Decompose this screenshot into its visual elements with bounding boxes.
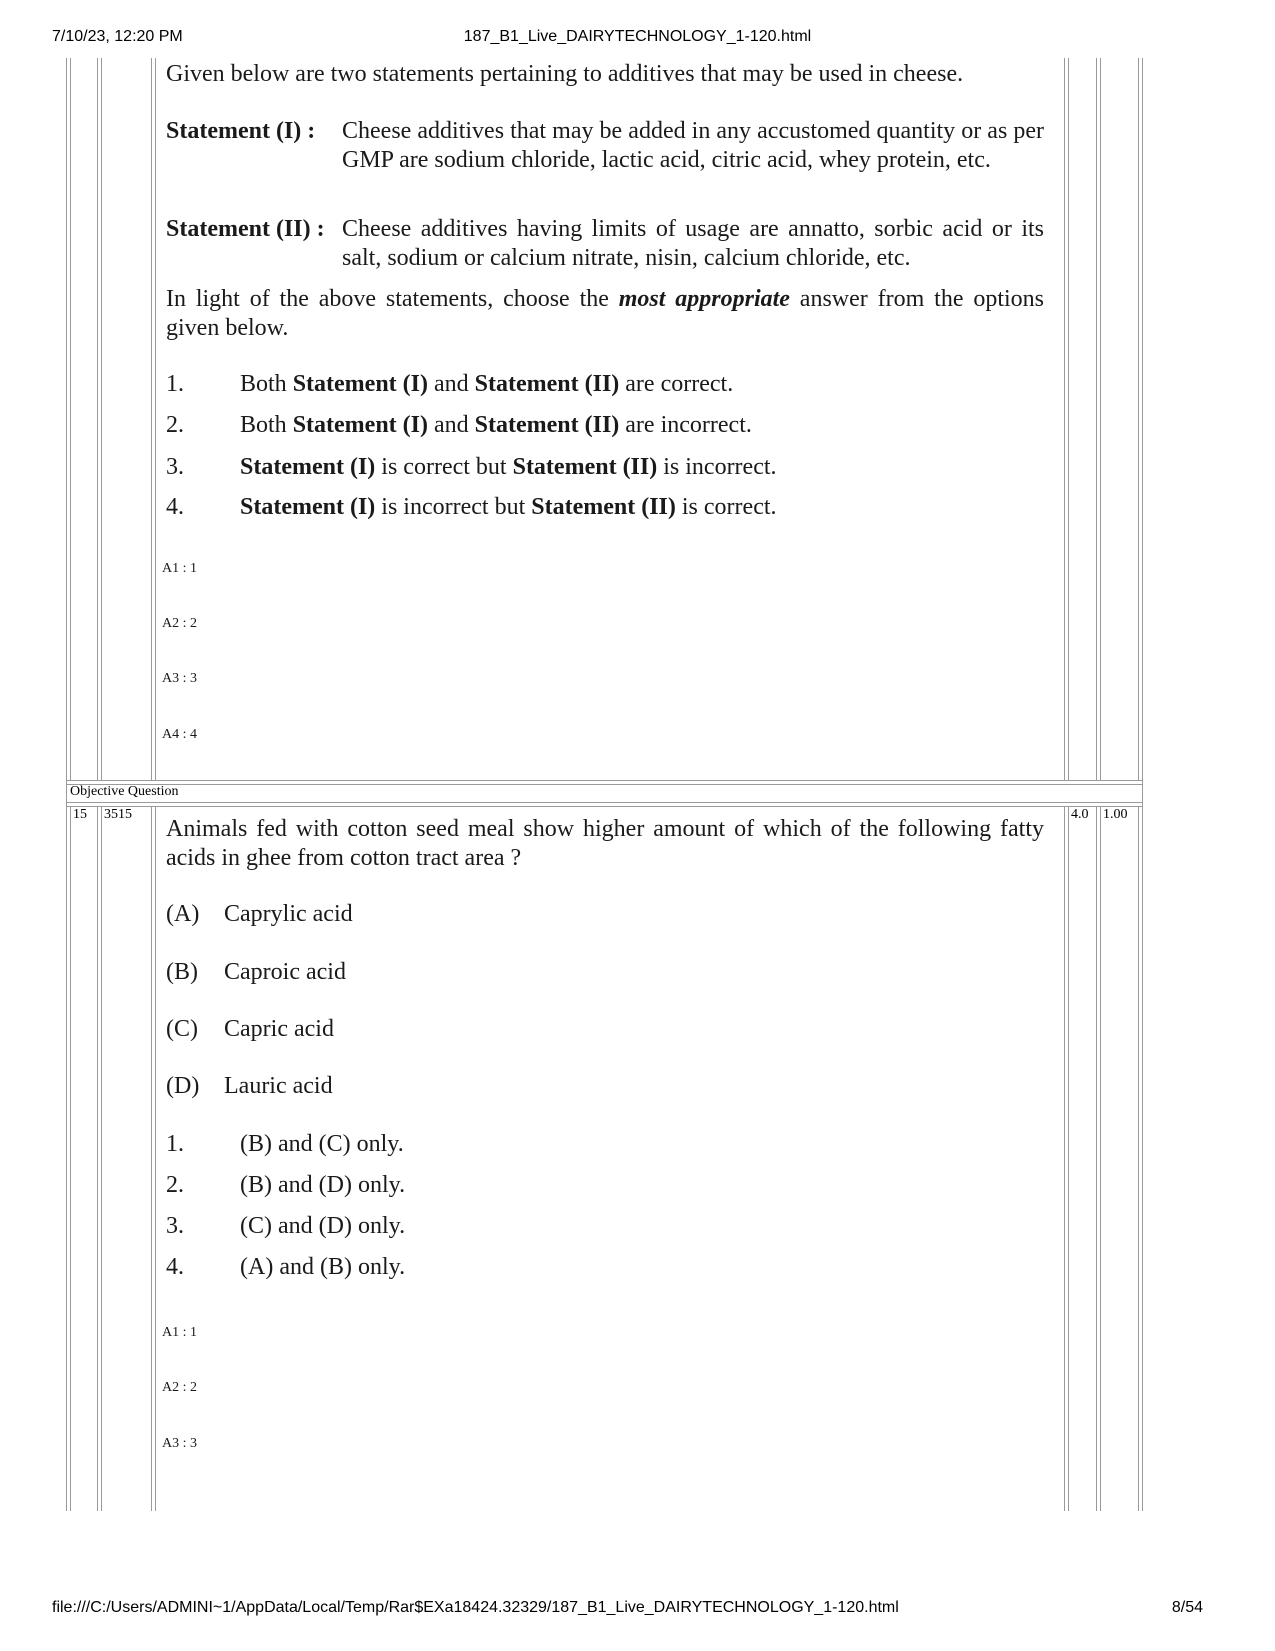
option-bold: Statement (I) xyxy=(292,412,428,438)
question-serial: 15 xyxy=(73,807,87,822)
page-number: 8/54 xyxy=(1171,1599,1203,1616)
answer-key: A3 : 3 xyxy=(162,1436,197,1451)
option-bold: Statement (I) xyxy=(240,494,376,520)
item-text: Caprylic acid xyxy=(224,901,353,927)
answer-key: A4 : 4 xyxy=(162,727,197,742)
statement-2-label: Statement (II) : xyxy=(166,216,325,242)
option-bold: Statement (II) xyxy=(531,494,676,520)
question-id: 3515 xyxy=(104,807,132,822)
instruction-emphasis: most appropriate xyxy=(618,286,790,312)
print-file-path: file:///C:/Users/ADMINI~1/AppData/Local/Temp/Rar$EXa18424.32329/187_B1_Live_DAIRYTECHNOLOGY_1-120.html xyxy=(52,1599,899,1616)
option-bold: Statement (II) xyxy=(474,371,620,397)
item-label: (C) xyxy=(166,1016,198,1042)
option-text: is incorrect but xyxy=(375,494,532,520)
item-text: Caproic acid xyxy=(224,959,346,985)
option-text: (B) and (C) only. xyxy=(240,1131,404,1157)
option-text: Both xyxy=(240,412,293,438)
option-text: (C) and (D) only. xyxy=(240,1213,406,1239)
option-text: and xyxy=(427,412,475,438)
item-label: (B) xyxy=(166,959,198,985)
answer-key: A2 : 2 xyxy=(162,616,197,631)
option-number: 4. xyxy=(166,1254,184,1280)
q14-statement-1 xyxy=(166,117,1046,207)
statement-1-text: Cheese additives that may be added in any accustomed quantity or as per GMP are sodium chloride, lactic acid, citric acid, whey protein, etc. xyxy=(342,118,1044,173)
option-bold: Statement (I) xyxy=(240,454,376,480)
option-text: (B) and (D) only. xyxy=(240,1172,406,1198)
option-bold: Statement (II) xyxy=(474,412,620,438)
q14-statement-2 xyxy=(166,215,1046,275)
option-number: 2. xyxy=(166,412,184,438)
item-text: Lauric acid xyxy=(224,1073,333,1099)
answer-key: A1 : 1 xyxy=(162,1325,197,1340)
option-number: 3. xyxy=(166,1213,184,1239)
option-text: and xyxy=(427,371,475,397)
option-bold: Statement (II) xyxy=(512,454,658,480)
q14-intro: Given below are two statements pertaining to additives that may be used in cheese. xyxy=(166,61,964,87)
option-number: 3. xyxy=(166,454,184,480)
instruction-post: answer from the options given below. xyxy=(166,286,1044,341)
option-text: Both xyxy=(240,371,293,397)
option-bold: Statement (I) xyxy=(292,371,428,397)
q15-question: Animals fed with cotton seed meal show higher amount of which of the following fatty acids in ghee from cotton tract area ? xyxy=(166,816,1044,871)
answer-key: A3 : 3 xyxy=(162,671,197,686)
print-filename: 187_B1_Live_DAIRYTECHNOLOGY_1-120.html xyxy=(463,28,812,45)
statement-2-text: Cheese additives having limits of usage are annatto, sorbic acid or its salt, sodium or calcium nitrate, nisin, calcium chloride, etc. xyxy=(342,216,1044,271)
option-text: is incorrect. xyxy=(657,454,777,480)
item-label: (A) xyxy=(166,901,200,927)
section-label: Objective Question xyxy=(70,784,179,799)
q14-instruction xyxy=(166,285,1044,343)
option-number: 1. xyxy=(166,371,184,397)
option-text: is correct. xyxy=(675,494,777,520)
option-number: 4. xyxy=(166,494,184,520)
item-label: (D) xyxy=(166,1073,200,1099)
option-number: 1. xyxy=(166,1131,184,1157)
question-marks: 4.0 xyxy=(1071,807,1089,822)
item-text: Capric acid xyxy=(224,1016,334,1042)
negative-marks: 1.00 xyxy=(1103,807,1128,822)
answer-key: A1 : 1 xyxy=(162,561,197,576)
option-text: are correct. xyxy=(619,371,734,397)
option-text: are incorrect. xyxy=(619,412,752,438)
instruction-pre: In light of the above statements, choose the xyxy=(166,286,619,312)
statement-1-label: Statement (I) : xyxy=(166,118,316,144)
answer-key: A2 : 2 xyxy=(162,1380,197,1395)
option-text: (A) and (B) only. xyxy=(240,1254,406,1280)
option-number: 2. xyxy=(166,1172,184,1198)
option-text: is correct but xyxy=(375,454,513,480)
print-datetime: 7/10/23, 12:20 PM xyxy=(52,28,183,45)
